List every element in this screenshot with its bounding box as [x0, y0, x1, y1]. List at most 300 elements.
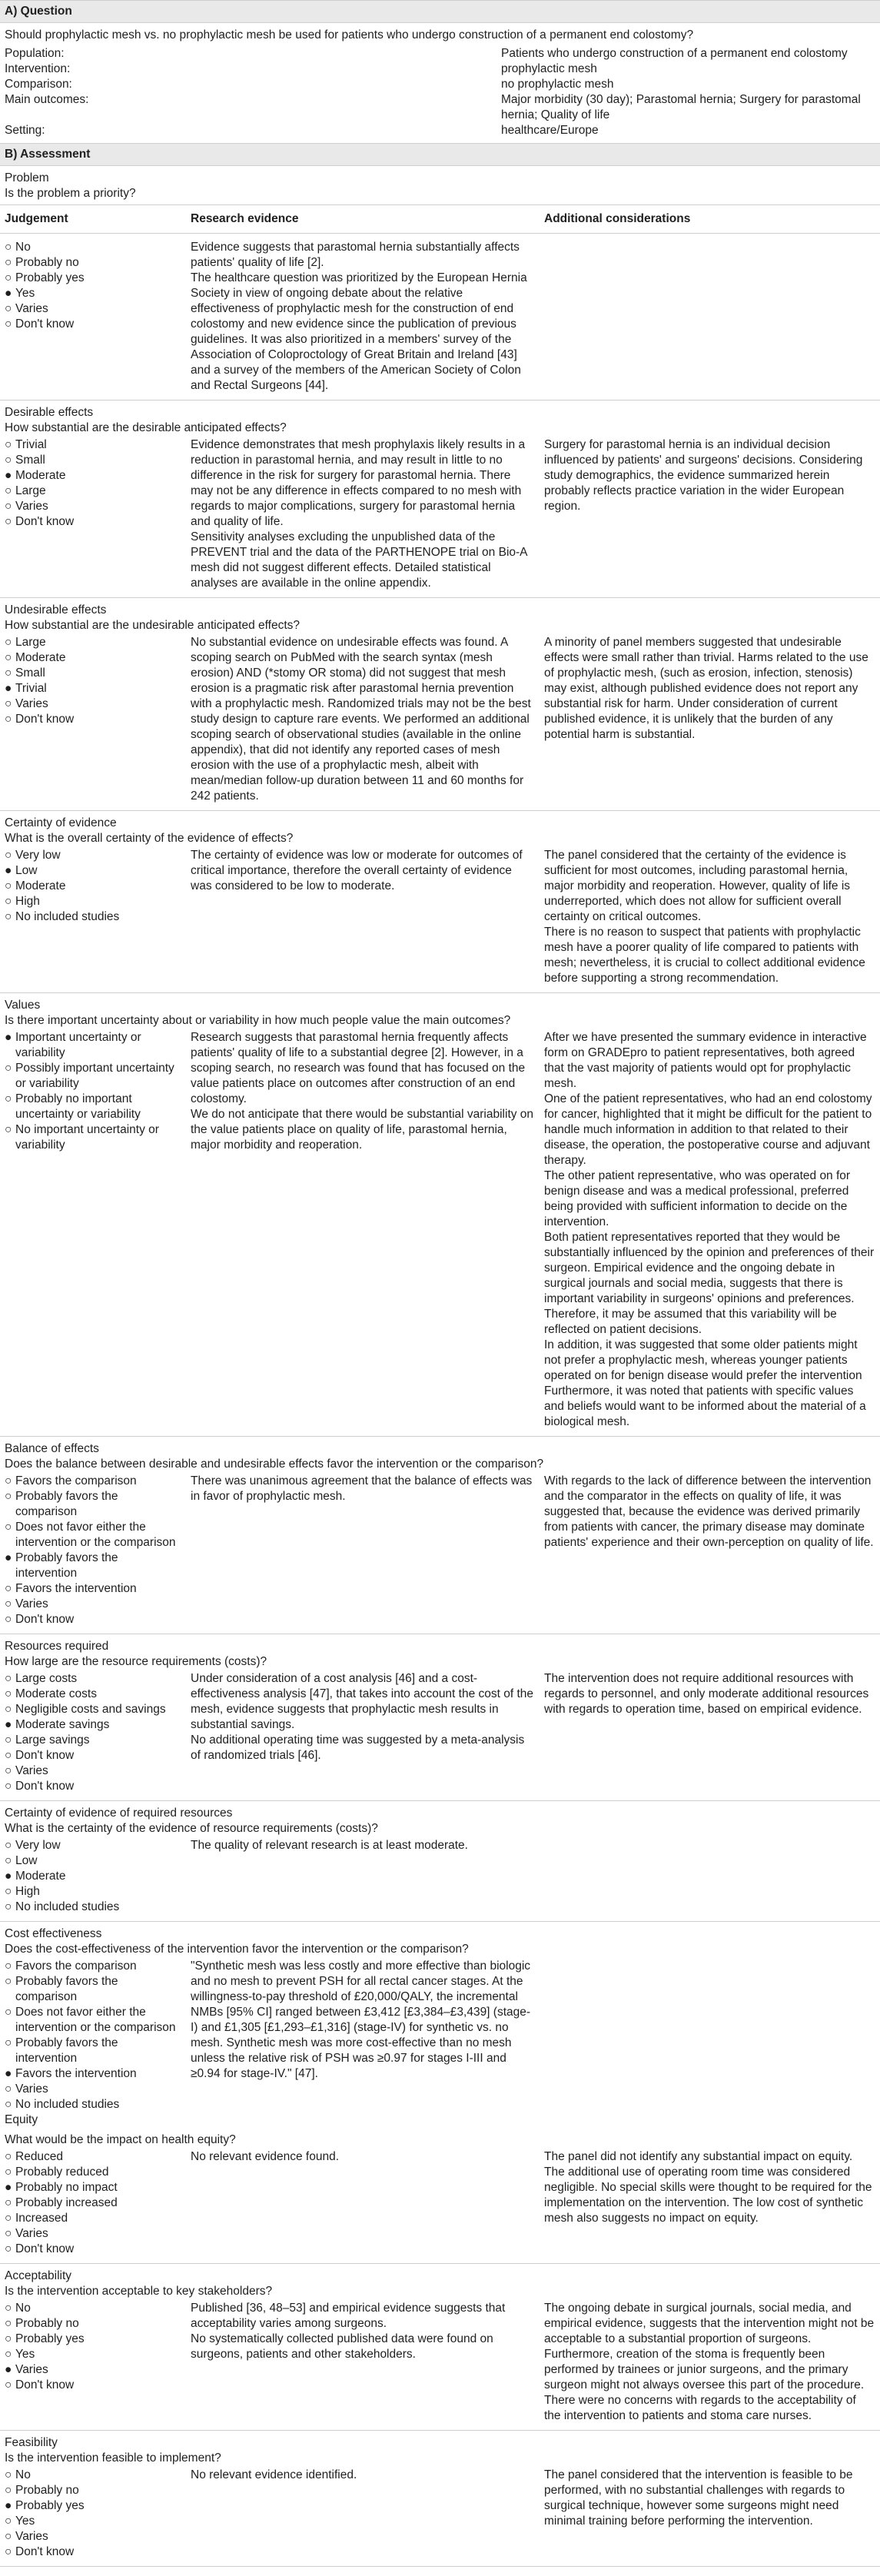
unselected-circle-icon: ○: [5, 697, 12, 710]
criterion-question: What would be the impact on health equity?: [5, 2133, 236, 2146]
judgement-option-label: No: [15, 2302, 31, 2315]
question-row-label: Setting:: [5, 124, 45, 137]
considerations-column: [540, 240, 880, 394]
judgement-option-label: Varies: [15, 1597, 48, 1610]
judgement-option-label: Varies: [15, 2363, 48, 2376]
evidence-column: [186, 1030, 540, 1430]
unselected-circle-icon: ○: [5, 1474, 12, 1487]
criterion-question: Is the intervention feasible to implement?: [5, 2451, 221, 2465]
judgement-option-label: Very low: [15, 849, 61, 862]
question-row-value: prophylactic mesh: [501, 62, 597, 75]
evidence-paragraph: Research suggests that parastomal hernia frequently affects patients' quality of life to a substantial degree [2]. However, in a scoping search, no research was found that has focused on the value patients place on outcomes after construction of an end colostomy.: [191, 1031, 526, 1105]
judgement-option: [5, 1122, 181, 1153]
judgement-option: [5, 650, 181, 666]
judgement-option: [5, 240, 181, 255]
evidence-paragraph: "Synthetic mesh was less costly and more effective than biologic and no mesh to prevent PSH for all rectal cancer stages. At the willingness-to-pay threshold of £20,000/QALY, the incremental NMBs [95% CI] ranged between £3,412 [£3,384–£3,439] (stage-I) and £1,305 [£1,293–£1,316] (stage-IV) for synthetic vs. no mesh. Synthetic mesh was more cost-effective than no mesh unless the relative risk of PSH was ≥0.97 for stages I-III and ≥0.94 for stage-IV." [47].: [191, 1959, 531, 2080]
judgement-option-label: Don't know: [15, 2242, 75, 2255]
unselected-circle-icon: ○: [5, 317, 12, 331]
judgement-option-label: Don't know: [15, 2378, 75, 2392]
judgement-option-label: Don't know: [15, 2545, 75, 2558]
judgement-option-label: High: [15, 895, 40, 908]
judgement-option-label: Probably no: [15, 2484, 79, 2497]
question-row-value: healthcare/Europe: [501, 124, 599, 137]
judgement-option: [5, 1520, 181, 1551]
judgement-option: [5, 2005, 181, 2036]
considerations-column: [540, 437, 880, 591]
judgement-option-label: Trivial: [15, 438, 47, 451]
judgement-option: [5, 255, 181, 271]
unselected-circle-icon: ○: [5, 2332, 12, 2345]
criterion-grid: [0, 635, 880, 804]
criterion-question: How substantial are the desirable anticipated effects?: [5, 421, 287, 434]
evidence-paragraph: The certainty of evidence was low or moderate for outcomes of critical importance, therefore the overall certainty of evidence was considered to be low to moderate.: [191, 849, 523, 892]
consideration-paragraph: The ongoing debate in surgical journals, social media, and empirical evidence, suggests that the intervention might not be acceptable to a substantial proportion of surgeons.: [544, 2302, 875, 2345]
judgement-option-label: Probably yes: [15, 271, 85, 284]
judgement-option: [5, 271, 181, 286]
evidence-paragraph: We do not anticipate that there would be substantial variability on the value patients place on quality of life, parastomal hernia, major morbidity and reoperation.: [191, 1108, 534, 1152]
judgement-option: [5, 1763, 181, 1779]
judgement-option: [5, 1687, 181, 1702]
judgement-column: [0, 437, 186, 591]
criterion-title: Acceptability: [5, 2269, 72, 2282]
judgement-column: [0, 1474, 186, 1627]
judgement-option: [5, 2195, 181, 2211]
criterion-grid: [0, 2468, 880, 2560]
judgement-option-label: Varies: [15, 2227, 48, 2240]
question-row-label: Comparison:: [5, 78, 72, 91]
criterion-block: [0, 1437, 880, 1634]
criterion-question: Is there important uncertainty about or variability in how much people value the main outcomes?: [5, 1014, 511, 1027]
criterion-grid: [0, 1030, 880, 1430]
judgement-column: [0, 1838, 186, 1915]
evidence-paragraph: Evidence demonstrates that mesh prophylaxis likely results in a reduction in parastomal hernia, and may result in little to no difference in the risk for surgery for parastomal hernia. There may not be any difference in effects compared to no mesh with regards to major complications, surgery for parastomal hernia and quality of life.: [191, 438, 526, 528]
criterion-title: Feasibility: [5, 2436, 58, 2449]
unselected-circle-icon: ○: [5, 271, 12, 284]
judgement-option-label: Large costs: [15, 1672, 78, 1685]
considerations-column: [540, 1474, 880, 1627]
judgement-option: [5, 2316, 181, 2332]
judgement-option: [5, 317, 181, 332]
judgement-option-selected: [5, 2362, 181, 2378]
judgement-option: [5, 437, 181, 453]
judgement-option-label: No: [15, 2468, 31, 2481]
judgement-option: [5, 2483, 181, 2498]
unselected-circle-icon: ○: [5, 1582, 12, 1595]
judgement-option: [5, 2242, 181, 2257]
considerations-column: [540, 635, 880, 804]
unselected-circle-icon: ○: [5, 438, 12, 451]
judgement-option-label: Does not favor either the intervention or the comparison: [15, 1521, 176, 1549]
judgement-option: [5, 712, 181, 727]
judgement-option-label: Moderate costs: [15, 1687, 97, 1700]
judgement-option-label: Does not favor either the intervention or the comparison: [15, 2006, 176, 2034]
evidence-column: [186, 1671, 540, 1794]
consideration-paragraph: A minority of panel members suggested that undesirable effects were small rather than trivial. Harms related to the use of prophylactic mesh, (such as erosion, infection, stenosis) may exist, although published evidence does not report any substantial risk for harm. Under consideration of current published evidence, it is unlikely that the burden of any potential harm is substantial.: [544, 636, 868, 741]
judgement-option: [5, 2301, 181, 2316]
judgement-option: [5, 1061, 181, 1092]
judgement-option-label: Yes: [15, 287, 35, 300]
judgement-option-selected: [5, 2180, 181, 2195]
unselected-circle-icon: ○: [5, 1703, 12, 1716]
judgement-column: [0, 848, 186, 986]
evidence-column: [186, 1959, 540, 2112]
judgement-option-label: Large: [15, 636, 46, 649]
judgement-option-label: Probably no: [15, 256, 79, 269]
criterion-block: [0, 2128, 880, 2264]
judgement-option-label: Reduced: [15, 2150, 64, 2163]
unselected-circle-icon: ○: [5, 484, 12, 497]
unselected-circle-icon: ○: [5, 895, 12, 908]
criterion-grid: [0, 437, 880, 591]
judgement-option: [5, 2149, 181, 2165]
unselected-circle-icon: ○: [5, 454, 12, 467]
judgement-option-label: Probably yes: [15, 2332, 85, 2345]
unselected-circle-icon: ○: [5, 1975, 12, 1988]
unselected-circle-icon: ○: [5, 2530, 12, 2543]
criterion-question: Does the cost-effectiveness of the intervention favor the intervention or the comparison?: [5, 1943, 469, 1956]
consideration-paragraph: Furthermore, creation of the stoma is frequently been performed by trainees or junior surgeons, and the primary surgeon might not always oversee this part of the procedure.: [544, 2348, 865, 2392]
judgement-option-label: Negligible costs and savings: [15, 1703, 166, 1716]
judgement-option-selected: [5, 681, 181, 696]
criterion-title: Desirable effects: [5, 406, 94, 419]
judgement-option: [5, 2529, 181, 2544]
judgement-option: [5, 484, 181, 499]
evidence-paragraph: No relevant evidence found.: [191, 2150, 340, 2163]
unselected-circle-icon: ○: [5, 2484, 12, 2497]
criterion-block: [0, 401, 880, 598]
criterion-grid: [0, 1474, 880, 1627]
unselected-circle-icon: ○: [5, 2212, 12, 2225]
judgement-option-label: Increased: [15, 2212, 68, 2225]
unselected-circle-icon: ○: [5, 1597, 12, 1610]
judgement-option-label: Don't know: [15, 1613, 75, 1626]
selected-dot-icon: ●: [5, 1551, 12, 1564]
consideration-paragraph: One of the patient representatives, who had an end colostomy for cancer, highlighted that it might be difficult for the patient to handle much information in addition to that related to their disease, the operation, the postoperative course and adjuvant therapy.: [544, 1092, 872, 1167]
consideration-paragraph: There were no concerns with regards to the acceptability of the intervention to patients and stoma care nurses.: [544, 2394, 856, 2422]
unselected-circle-icon: ○: [5, 241, 12, 254]
judgement-option: [5, 2332, 181, 2347]
judgement-option: [5, 1597, 181, 1612]
unselected-circle-icon: ○: [5, 2545, 12, 2558]
unselected-circle-icon: ○: [5, 1959, 12, 1973]
selected-dot-icon: ●: [5, 2363, 12, 2376]
evidence-paragraph: Under consideration of a cost analysis [46] and a cost-effectiveness analysis [47], that takes into account the cost of the mesh, evidence suggests that prophylactic mesh results in substantial savings.: [191, 1672, 534, 1731]
judgement-option: [5, 2544, 181, 2560]
evidence-paragraph: The healthcare question was prioritized by the European Hernia Society in view of ongoing debate about the relative effectiveness of prophylactic mesh for the construction of end colostomy and new evidence since the publication of previous guidelines. It was also prioritized in a members' survey of the Association of Coloproctology of Great Britain and Ireland [43] and a survey of the members of the American Society of Colon and Rectal Surgeons [44].: [191, 271, 527, 392]
consideration-paragraph: With regards to the lack of difference between the intervention and the comparator in the effects on quality of life, it was suggested that, because the evidence was derived primarily from patients with cancer, the primary disease may dominate patients' experience and their own-perception on quality of life.: [544, 1474, 874, 1549]
unselected-circle-icon: ○: [5, 1490, 12, 1503]
judgement-option: [5, 666, 181, 681]
judgement-column: [0, 2468, 186, 2560]
criterion-question: How substantial are the undesirable anticipated effects?: [5, 619, 301, 632]
judgement-option: [5, 1959, 181, 1974]
judgement-option: [5, 1974, 181, 2005]
evidence-paragraph: There was unanimous agreement that the balance of effects was in favor of prophylactic mesh.: [191, 1474, 533, 1503]
unselected-circle-icon: ○: [5, 1062, 12, 1075]
question-text: Should prophylactic mesh vs. no prophylactic mesh be used for patients who undergo construction of a permanent end colostomy?: [5, 28, 694, 42]
unselected-circle-icon: ○: [5, 2515, 12, 2528]
unselected-circle-icon: ○: [5, 1885, 12, 1898]
considerations-column: [540, 848, 880, 986]
selected-dot-icon: ●: [5, 1870, 12, 1883]
unselected-circle-icon: ○: [5, 1764, 12, 1777]
judgement-option-label: Probably favors the comparison: [15, 1975, 118, 2003]
judgement-option-label: Large savings: [15, 1733, 90, 1747]
evidence-paragraph: No substantial evidence on undesirable effects was found. A scoping search on PubMed with the search syntax (mesh erosion) AND (*stomy OR stoma) did not suggest that mesh erosion is a pragmatic risk after parastomal hernia prevention with a prophylactic mesh. Randomized trials may not be the best study design to capture rare events. We performed an additional scoping search of observational studies (available in the online appendix), that did not identify any reported cases of mesh erosion with the use of a prophylactic mesh, albeit with mean/median follow-up duration between 11 and 60 months for 242 patients.: [191, 636, 531, 803]
criterion-block: [0, 2264, 880, 2431]
evidence-column: [186, 2468, 540, 2560]
question-row-label: Intervention:: [5, 62, 71, 75]
selected-dot-icon: ●: [5, 2181, 12, 2194]
evidence-paragraph: Sensitivity analyses excluding the unpublished data of the PREVENT trial and the data of the PARTHENOPE trial on Bio-A mesh did not suggest different effects. Detailed statistical analyses are available in the online appendix.: [191, 530, 527, 590]
judgement-option-label: Probably reduced: [15, 2166, 109, 2179]
question-row-label: Population:: [5, 47, 65, 60]
question-row-label: Main outcomes:: [5, 93, 89, 106]
judgement-option-label: Varies: [15, 697, 48, 710]
judgement-option: [5, 1581, 181, 1597]
consideration-paragraph: The panel considered that the certainty of the evidence is sufficient for most outcomes, including parastomal hernia, major morbidity and reoperation. However, quality of life is underreported, which does not allow for sufficient overall certainty on critical outcomes.: [544, 849, 851, 923]
considerations-column: [540, 2301, 880, 2424]
judgement-column: [0, 1671, 186, 1794]
unselected-circle-icon: ○: [5, 2006, 12, 2019]
unselected-circle-icon: ○: [5, 636, 12, 649]
judgement-option-label: Moderate: [15, 651, 66, 664]
judgement-option: [5, 1884, 181, 1900]
judgement-option: [5, 2347, 181, 2362]
section-a-header: A) Question: [0, 0, 880, 23]
judgement-option-label: Don't know: [15, 515, 75, 528]
judgement-option: [5, 909, 181, 925]
judgement-option-label: Favors the comparison: [15, 1959, 137, 1973]
judgement-option: [5, 2226, 181, 2242]
problem-question: Is the problem a priority?: [5, 187, 136, 200]
judgement-option: [5, 499, 181, 514]
judgement-option: [5, 2082, 181, 2097]
judgement-option: [5, 2036, 181, 2066]
judgement-option: [5, 696, 181, 712]
unselected-circle-icon: ○: [5, 2242, 12, 2255]
consideration-paragraph: The intervention does not require additional resources with regards to personnel, and only moderate additional resources with regards to operation time, based on empirical evidence.: [544, 1672, 869, 1716]
judgement-option-label: Probably favors the intervention: [15, 2036, 118, 2065]
selected-dot-icon: ●: [5, 1718, 12, 1731]
consideration-paragraph: Both patient representatives reported that they would be substantially influenced by the opinion and preferences of their surgeon. Empirical evidence and the ongoing debate in surgical journals and social media, suggests that there is important variability in surgeons' opinions and preferences. Therefore, it may be assumed that this variability will be reflected on patient decisions.: [544, 1231, 875, 1336]
judgement-option: [5, 635, 181, 650]
judgement-option-label: Moderate: [15, 1870, 66, 1883]
judgement-column: [0, 2301, 186, 2424]
unselected-circle-icon: ○: [5, 2302, 12, 2315]
evidence-paragraph: No additional operating time was suggested by a meta-analysis of randomized trials [46].: [191, 1733, 525, 1762]
judgement-option-label: Possibly important uncertainty or variability: [15, 1062, 174, 1090]
judgement-option: [5, 1671, 181, 1687]
judgement-option-label: No included studies: [15, 910, 120, 923]
section-b-header: B) Assessment: [0, 143, 880, 166]
consideration-paragraph: The other patient representative, who was operated on for benign disease and was a medical professional, preferred being provided with sufficient information to decide on the intervention.: [544, 1169, 851, 1228]
evidence-column: [186, 240, 540, 394]
selected-dot-icon: ●: [5, 287, 12, 300]
assessment-criteria: [0, 234, 880, 2567]
unselected-circle-icon: ○: [5, 2098, 12, 2111]
unselected-circle-icon: ○: [5, 1854, 12, 1867]
judgement-option: [5, 1748, 181, 1763]
considerations-column: [540, 1671, 880, 1794]
criterion-block: [0, 598, 880, 811]
judgement-column: [0, 635, 186, 804]
judgement-option-label: Don't know: [15, 1749, 75, 1762]
judgement-option: [5, 1838, 181, 1853]
criterion-grid: [0, 2301, 880, 2424]
judgement-option: [5, 301, 181, 317]
criterion-block: [0, 234, 880, 401]
question-details: [0, 46, 880, 143]
judgement-option-label: Yes: [15, 2515, 35, 2528]
judgement-option-selected: [5, 2498, 181, 2514]
question-row-value: Patients who undergo construction of a permanent end colostomy: [501, 47, 848, 60]
considerations-column: [540, 2468, 880, 2560]
judgement-option-label: Don't know: [15, 1780, 75, 1793]
judgement-option-label: Varies: [15, 302, 48, 315]
criterion-question: What is the certainty of the evidence of resource requirements (costs)?: [5, 1822, 378, 1835]
unselected-circle-icon: ○: [5, 2317, 12, 2330]
unselected-circle-icon: ○: [5, 1123, 12, 1136]
judgement-option: [5, 848, 181, 863]
judgement-option-label: Varies: [15, 2530, 48, 2543]
evidence-column: [186, 1838, 540, 1915]
judgement-option-selected: [5, 286, 181, 301]
criterion-block: [0, 2431, 880, 2567]
criterion-block: [0, 1634, 880, 1801]
judgement-option-label: Probably no impact: [15, 2181, 118, 2194]
assessment-table-header: [0, 204, 880, 234]
unselected-circle-icon: ○: [5, 2150, 12, 2163]
judgement-option-label: Favors the intervention: [15, 1582, 137, 1595]
criterion-title: Cost effectiveness: [5, 1927, 102, 1940]
unselected-circle-icon: ○: [5, 713, 12, 726]
criterion-title: Undesirable effects: [5, 603, 107, 617]
unselected-circle-icon: ○: [5, 1749, 12, 1762]
consideration-paragraph: Surgery for parastomal hernia is an individual decision influenced by patients' and surgeons' decisions. Considering study demographics, the evidence summarized herein probably reflects practice variation in the wider European region.: [544, 438, 863, 513]
unselected-circle-icon: ○: [5, 2196, 12, 2209]
judgement-option-label: Varies: [15, 500, 48, 513]
consideration-paragraph: The panel did not identify any substantial impact on equity. The additional use of operating room time was considered negligible. No special skills were thought to be required for the implementation on the intervention. The low cost of synthetic mesh also suggests no impact on equity.: [544, 2150, 872, 2225]
judgement-option: [5, 1733, 181, 1748]
question-row-value: Major morbidity (30 day); Parastomal hernia; Surgery for parastomal hernia; Quality of life: [501, 93, 861, 121]
unselected-circle-icon: ○: [5, 2082, 12, 2096]
evidence-column: [186, 2301, 540, 2424]
unselected-circle-icon: ○: [5, 1780, 12, 1793]
unselected-circle-icon: ○: [5, 302, 12, 315]
consideration-paragraph: In addition, it was suggested that some older patients might not prefer a prophylactic mesh, whereas younger patients operated on for benign disease would prefer the intervention: [544, 1338, 862, 1382]
criterion-question: Does the balance between desirable and undesirable effects favor the intervention or the comparison?: [5, 1458, 544, 1471]
criterion-grid: [0, 1838, 880, 1915]
consideration-paragraph: There is no reason to suspect that patients with prophylactic mesh have a poorer quality of life compared to patients with mesh; nevertheless, it is crucial to collect additional evidence before supporting a strong recommendation.: [544, 926, 865, 985]
judgement-option-label: High: [15, 1885, 40, 1898]
judgement-option-label: Probably no important uncertainty or variability: [15, 1092, 141, 1121]
unselected-circle-icon: ○: [5, 2468, 12, 2481]
judgement-option-label: Favors the intervention: [15, 2067, 137, 2080]
considerations-column: [540, 2149, 880, 2257]
judgement-option-label: Yes: [15, 2348, 35, 2361]
criterion-question: How large are the resource requirements (costs)?: [5, 1655, 267, 1668]
judgement-option: [5, 1092, 181, 1122]
unselected-circle-icon: ○: [5, 256, 12, 269]
judgement-option-label: Varies: [15, 2082, 48, 2096]
judgement-option: [5, 2165, 181, 2180]
judgement-option-label: Low: [15, 1854, 38, 1867]
judgement-option-label: Don't know: [15, 713, 75, 726]
criterion-title: Resources required: [5, 1640, 109, 1653]
judgement-option: [5, 2468, 181, 2483]
evidence-paragraph: Evidence suggests that parastomal hernia substantially affects patients' quality of life [2].: [191, 241, 520, 269]
criterion-grid: [0, 1671, 880, 1794]
judgement-option-label: Moderate savings: [15, 1718, 110, 1731]
judgement-option: [5, 1779, 181, 1794]
evidence-header: Research evidence: [191, 212, 299, 225]
judgement-option: [5, 1702, 181, 1717]
criterion-block: [0, 1922, 880, 2128]
judgement-option-label: Probably no: [15, 2317, 79, 2330]
judgement-option: [5, 894, 181, 909]
judgement-option-label: Small: [15, 666, 45, 680]
judgement-column: [0, 1030, 186, 1430]
criterion-block: [0, 811, 880, 993]
judgement-option-selected: [5, 863, 181, 879]
unselected-circle-icon: ○: [5, 910, 12, 923]
judgement-option-selected: [5, 1551, 181, 1581]
judgement-column: [0, 2149, 186, 2257]
judgement-option: [5, 1900, 181, 1915]
judgement-option-selected: [5, 1869, 181, 1884]
judgement-column: [0, 1959, 186, 2112]
considerations-header: Additional considerations: [544, 212, 691, 225]
judgement-option: [5, 2097, 181, 2112]
selected-dot-icon: ●: [5, 864, 12, 877]
considerations-column: [540, 1030, 880, 1430]
criterion-grid: [0, 1959, 880, 2112]
consideration-paragraph: After we have presented the summary evidence in interactive form on GRADEpro to patient representatives, both agreed that the vast majority of patients would opt for prophylactic mesh.: [544, 1031, 867, 1090]
judgement-option-label: Don't know: [15, 317, 75, 331]
judgement-option-selected: [5, 1030, 181, 1061]
criterion-grid: [0, 2149, 880, 2257]
criterion-grid: [0, 240, 880, 394]
unselected-circle-icon: ○: [5, 1092, 12, 1105]
judgement-option-label: No important uncertainty or variability: [15, 1123, 159, 1152]
unselected-circle-icon: ○: [5, 879, 12, 892]
evidence-paragraph: The quality of relevant research is at least moderate.: [191, 1839, 468, 1852]
judgement-option-label: No included studies: [15, 1900, 120, 1913]
judgement-option-label: Large: [15, 484, 46, 497]
evidence-column: [186, 635, 540, 804]
selected-dot-icon: ●: [5, 469, 12, 482]
criterion-title: Certainty of evidence of required resources: [5, 1807, 233, 1820]
judgement-option-label: Trivial: [15, 682, 47, 695]
unselected-circle-icon: ○: [5, 2378, 12, 2392]
criterion-title: Equity: [5, 2113, 38, 2126]
judgement-option: [5, 453, 181, 468]
judgement-option-label: No included studies: [15, 2098, 120, 2111]
selected-dot-icon: ●: [5, 1031, 12, 1044]
selected-dot-icon: ●: [5, 2067, 12, 2080]
unselected-circle-icon: ○: [5, 1839, 12, 1852]
selected-dot-icon: ●: [5, 2499, 12, 2512]
unselected-circle-icon: ○: [5, 651, 12, 664]
judgement-option-label: Moderate: [15, 879, 66, 892]
unselected-circle-icon: ○: [5, 2227, 12, 2240]
judgement-option-label: Probably yes: [15, 2499, 85, 2512]
unselected-circle-icon: ○: [5, 2036, 12, 2049]
unselected-circle-icon: ○: [5, 1900, 12, 1913]
judgement-column: [0, 240, 186, 394]
criterion-title: Values: [5, 999, 41, 1012]
